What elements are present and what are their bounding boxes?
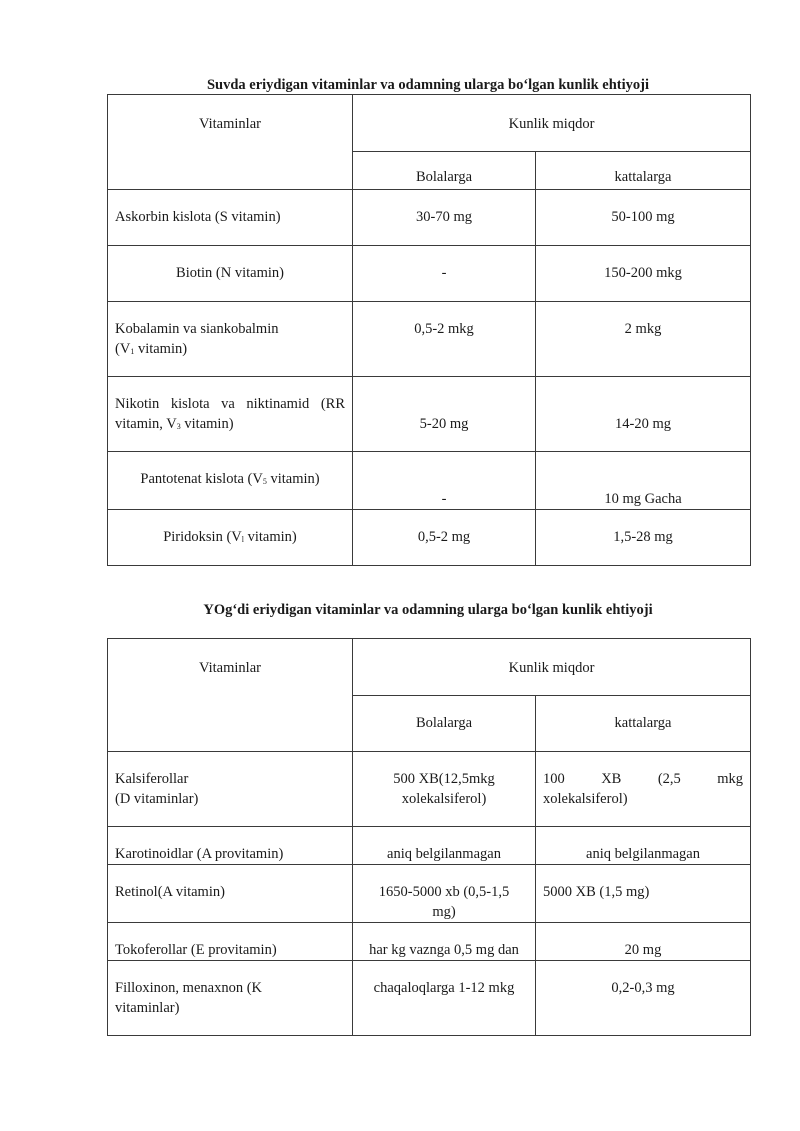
vitamin-name: Kobalamin va siankobalmin ($V_1$ vitamin) xyxy=(108,302,353,377)
table-row xyxy=(108,377,751,452)
table-row xyxy=(108,452,751,510)
header-vitaminlar: Vitaminlar xyxy=(108,95,353,190)
vitamin-name-line1: Kobalamin va siankobalmin xyxy=(115,321,279,337)
children-dose: 1650-5000 xb (0,5-1,5 mg) xyxy=(353,865,536,923)
table-row xyxy=(108,752,751,827)
table-row xyxy=(108,190,751,246)
adult-dose: 5000 XB (1,5 mg) xyxy=(536,865,751,923)
children-dose: 5-20 mg xyxy=(353,377,536,452)
children-dose: har kg vaznga 0,5 mg dan xyxy=(353,923,536,961)
children-dose: 0,5-2 mg xyxy=(353,510,536,566)
vitamin-name: Pantotenat kislota ($V_5$ vitamin) xyxy=(108,452,353,510)
header-kunlik-miqdor: Kunlik miqdor xyxy=(353,95,751,152)
adult-dose-line1: 100 XB (2,5 mkg xyxy=(543,771,744,787)
header-vitaminlar: Vitaminlar xyxy=(108,639,353,752)
adult-dose: 14-20 mg xyxy=(536,377,751,452)
adult-dose: 20 mg xyxy=(536,923,751,961)
adult-dose: 0,2-0,3 mg xyxy=(536,961,751,1036)
children-dose: 500 XB(12,5mkg xolekalsiferol) xyxy=(353,752,536,827)
vitamin-name: Biotin (N vitamin) xyxy=(108,246,353,302)
vitamin-name: Tokoferollar (E provitamin) xyxy=(108,923,353,961)
children-dose: 30-70 mg xyxy=(353,190,536,246)
vitamin-name: Retinol(A vitamin) xyxy=(108,865,353,923)
adult-dose: aniq belgilanmagan xyxy=(536,827,751,865)
children-dose: 0,5-2 mkg xyxy=(353,302,536,377)
table-row xyxy=(108,961,751,1036)
fat-soluble-vitamins-table xyxy=(107,638,751,1036)
header-kattalarga: kattalarga xyxy=(536,152,751,190)
adult-dose: 100 XB (2,5 mkg xolekalsiferol) xyxy=(536,752,751,827)
children-dose: aniq belgilanmagan xyxy=(353,827,536,865)
vitamin-name: Nikotin kislota va niktinamid (RR vitamin, $V_3$ vitamin) xyxy=(108,377,353,452)
vitamin-name: Askorbin kislota (S vitamin) xyxy=(108,190,353,246)
table-row xyxy=(108,865,751,923)
table2-title: YOg‘di eriydigan vitaminlar va odamning ularga bo‘lgan kunlik ehtiyoji xyxy=(203,602,653,618)
adult-dose: 1,5-28 mg xyxy=(536,510,751,566)
vitamin-name: Kalsiferollar (D vitaminlar) xyxy=(108,752,353,827)
adult-dose: 150-200 mkg xyxy=(536,246,751,302)
children-dose: - xyxy=(353,246,536,302)
vitamin-name: Piridoksin ($V_l$ vitamin) xyxy=(108,510,353,566)
table-row xyxy=(108,302,751,377)
children-dose: - xyxy=(353,452,536,510)
header-kunlik-miqdor: Kunlik miqdor xyxy=(353,639,751,696)
water-soluble-vitamins-table xyxy=(107,94,751,566)
header-bolalarga: Bolalarga xyxy=(353,152,536,190)
table1-title: Suvda eriydigan vitaminlar va odamning ularga bo‘lgan kunlik ehtiyoji xyxy=(206,77,650,93)
header-kattalarga: kattalarga xyxy=(536,696,751,752)
adult-dose: 2 mkg xyxy=(536,302,751,377)
table-row xyxy=(108,510,751,566)
table-row xyxy=(108,827,751,865)
vitamin-name: Filloxinon, menaxnon (K vitaminlar) xyxy=(108,961,353,1036)
table-row xyxy=(108,246,751,302)
vitamin-name: Karotinoidlar (A provitamin) xyxy=(108,827,353,865)
adult-dose: 10 mg Gacha xyxy=(536,452,751,510)
children-dose: chaqaloqlarga 1-12 mkg xyxy=(353,961,536,1036)
table-row xyxy=(108,923,751,961)
header-bolalarga: Bolalarga xyxy=(353,696,536,752)
adult-dose: 50-100 mg xyxy=(536,190,751,246)
